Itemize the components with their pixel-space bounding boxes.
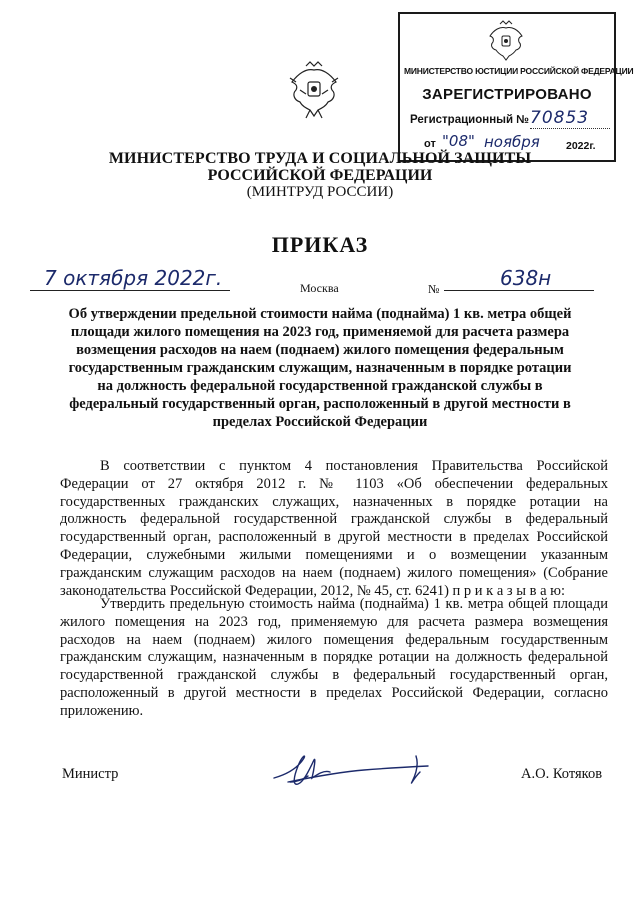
order-date: 7 октября 2022г. <box>44 266 223 290</box>
order-number-label: № <box>428 282 440 296</box>
ministry-name-line1: МИНИСТЕРСТВО ТРУДА И СОЦИАЛЬНОЙ ЗАЩИТЫ <box>108 150 532 167</box>
order-title: Об утверждении предельной стоимости найма (поднайма) 1 кв. метра общей площади жилого помещения на 2023 год, применяемой для расчета размера возмещения расходов на наем (поднаем) жилого помещения федеральным государственным гражданским служащим, назначенным в порядке ротации на должность федеральной государственной гражданской службы в федеральный государственный орган, расположенный в другой местности в пределах Российской Федерации <box>68 306 572 430</box>
stamp-coat-of-arms-icon <box>486 20 526 64</box>
ministry-name-line2: РОССИЙСКОЙ ФЕДЕРАЦИИ <box>207 167 433 184</box>
stamp-date-year: 2022г. <box>566 140 596 152</box>
order-city: Москва <box>300 281 339 295</box>
stamp-registered-label: ЗАРЕГИСТРИРОВАНО <box>422 86 592 103</box>
ministry-abbreviation: (МИНТРУД РОССИИ) <box>246 184 394 200</box>
order-number-value: 638н <box>500 266 552 290</box>
body-paragraph-1: В соответствии с пунктом 4 постановления Правительства Российской Федерации от 27 октября 2012 г. № 1103 «Об обеспечении федеральных государственных гражданских служащих, назначенных в порядке ротации на должность федеральной государственной гражданской службы в федеральный государственный орган, расположенный в другой местности в пределах Российской Федерации, служебными жилыми помещениями и о возмещении указанным гражданским служащим расходов на наем (поднаем) жилого помещения» (Собрание законодательства Российской Федерации, 2012, № 45, ст. 6241) п р и к а з ы в а ю: <box>60 458 608 599</box>
stamp-ministry-text: МИНИСТЕРСТВО ЮСТИЦИИ РОССИЙСКОЙ ФЕДЕРАЦИИ <box>404 66 634 76</box>
document-type: ПРИКАЗ <box>271 232 369 257</box>
stamp-date-day: "08" <box>442 132 475 150</box>
handwritten-signature-icon <box>268 748 438 798</box>
signatory-name: А.О. Котяков <box>521 766 603 782</box>
stamp-reg-number-label: Регистрационный № <box>410 114 530 126</box>
signatory-role: Министр <box>62 766 119 782</box>
date-underline <box>30 290 230 291</box>
stamp-date-month: ноября <box>484 133 540 151</box>
number-underline <box>444 290 594 291</box>
registration-stamp <box>398 12 634 162</box>
stamp-date-from-label: от <box>424 138 436 150</box>
body-paragraph-2: Утвердить предельную стоимость найма (поднайма) 1 кв. метра общей площади жилого помещения на 2023 год, применяемую для расчета размера возмещения расходов на наем (поднаем) жилого помещения федеральным государственным гражданским служащим, назначенным в порядке ротации на должность федеральной государственной гражданской службы в федеральный государственный орган, расположенный в другой местности в пределах Российской Федерации, согласно приложению. <box>60 596 608 719</box>
coat-of-arms-icon <box>286 60 342 124</box>
stamp-reg-number-value: 70853 <box>530 108 610 129</box>
